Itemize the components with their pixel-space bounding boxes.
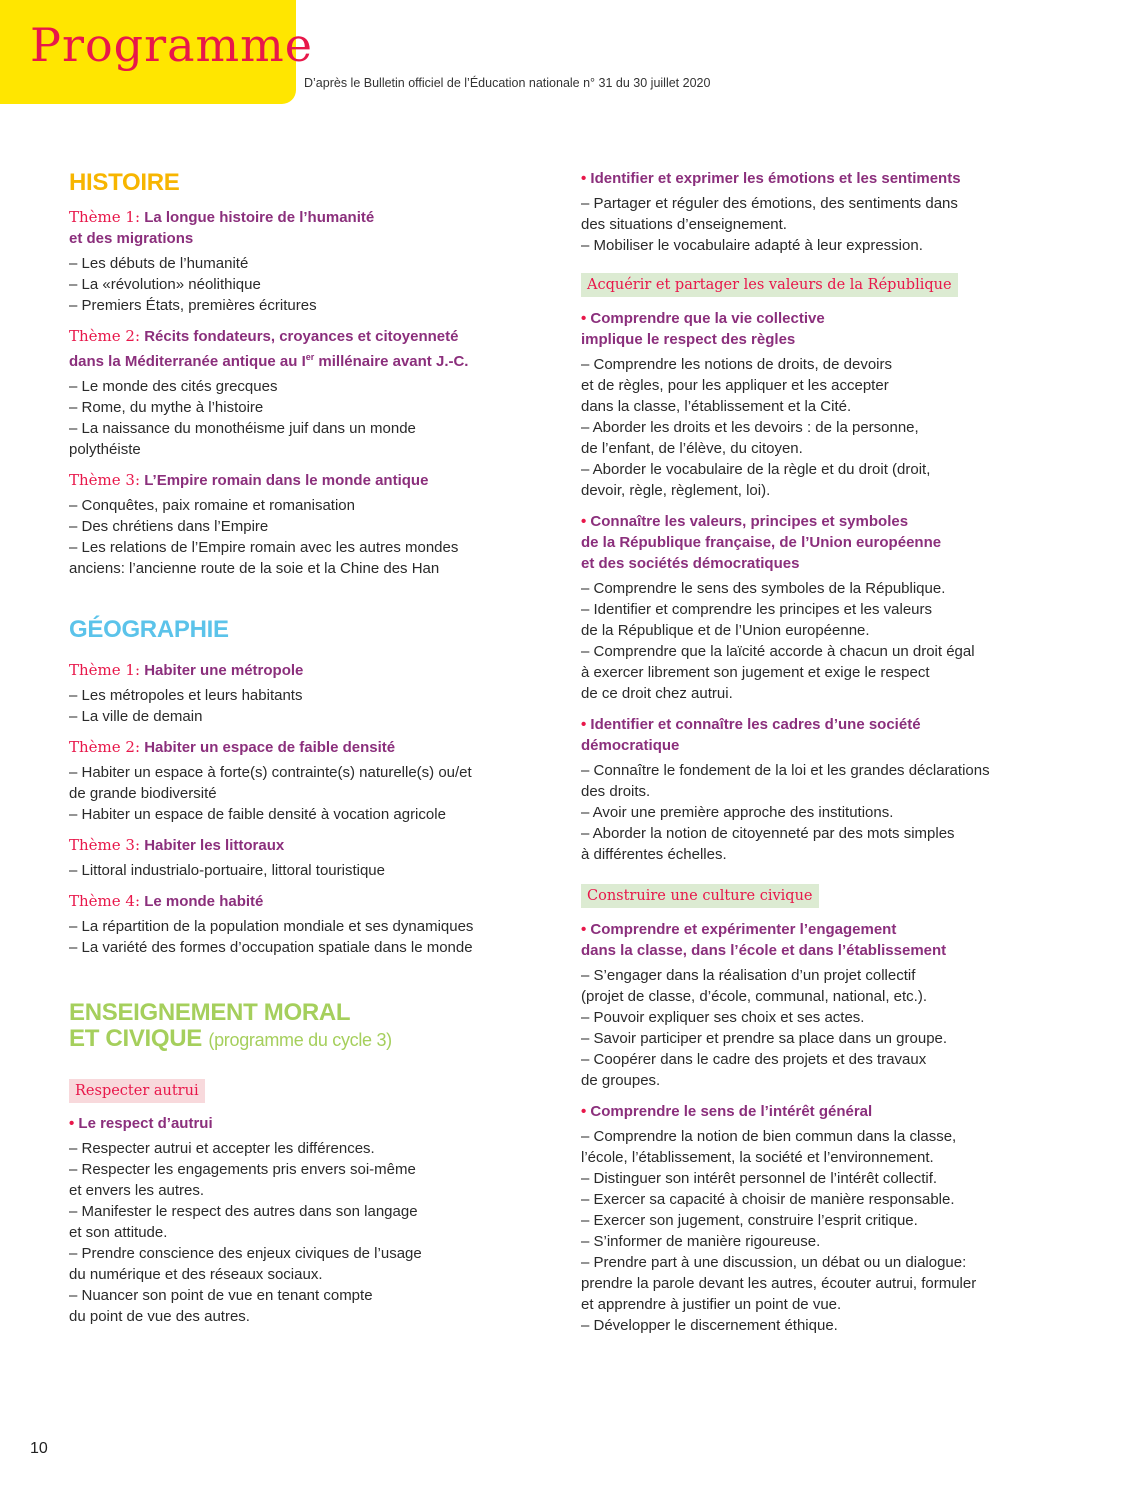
bullet-dot: • — [581, 170, 591, 187]
block-title: Identifier et exprimer les émotions et les sentiments — [590, 170, 961, 187]
list-item: – Savoir participer et prendre sa place dans un groupe. — [581, 1030, 948, 1047]
bullet-dot: • — [69, 1114, 79, 1132]
list-item: – Exercer son jugement, construire l’esprit critique. — [581, 1212, 918, 1229]
page-number: 10 — [30, 1440, 48, 1457]
list-item: – Identifier et comprendre les principes et les valeurs de la République et de l’Union européenne. — [581, 601, 933, 639]
list-item: – Partager et réguler des émotions, des sentiments dans des situations d’enseignement. — [581, 195, 958, 233]
emc-section-valeurs — [581, 273, 1041, 865]
left-column — [69, 170, 539, 1327]
theme-items — [69, 376, 539, 460]
list-item: – Comprendre le sens des symboles de la République. — [581, 580, 946, 597]
list-item: – Pouvoir expliquer ses choix et ses actes. — [581, 1009, 865, 1026]
block-items — [581, 760, 1041, 865]
list-item: – La ville de demain — [69, 708, 203, 726]
theme-items — [69, 860, 539, 881]
list-item: – Comprendre la notion de bien commun dans la classe, l’école, l’établissement, la société et l’environnement. — [581, 1128, 957, 1166]
section-band: Construire une culture civique — [581, 884, 819, 908]
list-item: – Distinguer son intérêt personnel de l’intérêt collectif. — [581, 1170, 938, 1187]
list-item: – Des chrétiens dans l’Empire — [69, 518, 269, 536]
theme-title: Habiter un espace de faible densité — [144, 739, 396, 757]
theme-number: Thème 2: — [69, 327, 141, 346]
geo-theme-1 — [69, 660, 539, 727]
block-items — [581, 354, 1041, 501]
histoire-theme-3 — [69, 470, 539, 579]
block-title: Le respect d’autrui — [78, 1114, 213, 1132]
theme-items — [69, 253, 539, 316]
theme-title: L’Empire romain dans le monde antique — [144, 472, 429, 490]
list-item: – Comprendre que la laïcité accorde à chacun un droit égal à exercer librement son jugement et exige le respect de ce droit chez autrui. — [581, 643, 975, 702]
list-item: – Respecter autrui et accepter les différences. — [69, 1139, 375, 1157]
right-column — [581, 168, 1041, 1336]
list-item: – Rome, du mythe à l’histoire — [69, 399, 264, 417]
emc-heading-sub: (programme du cycle 3) — [208, 1029, 392, 1050]
list-item: – La variété des formes d’occupation spatiale dans le monde — [69, 939, 473, 957]
theme-title: La longue histoire de l’humanité et des migrations — [69, 209, 375, 248]
theme-title-sup: er — [305, 352, 315, 363]
geo-theme-4 — [69, 891, 539, 958]
theme-title: Habiter les littoraux — [144, 837, 285, 855]
block-items — [581, 193, 1041, 256]
block-title: Identifier et connaître les cadres d’une société démocratique — [581, 716, 921, 754]
emc-heading — [69, 1000, 539, 1050]
emc-section-respecter — [69, 1079, 539, 1327]
histoire-heading: HISTOIRE — [69, 169, 180, 196]
list-item: – Comprendre les notions de droits, de devoirs et de règles, pour les appliquer et les accepter dans la classe, l’établissement et la Cité. — [581, 356, 893, 415]
block-title: Comprendre le sens de l’intérêt général — [590, 1103, 873, 1120]
header-tab — [0, 0, 313, 104]
geo-theme-3 — [69, 835, 539, 881]
list-item: – Coopérer dans le cadre des projets et des travaux de groupes. — [581, 1051, 927, 1089]
theme-items — [69, 495, 539, 579]
page-title: Programme — [30, 18, 313, 72]
block-items — [581, 965, 1041, 1091]
theme-number: Thème 1: — [69, 208, 141, 227]
theme-number: Thème 3: — [69, 471, 141, 490]
theme-number: Thème 2: — [69, 738, 141, 757]
list-item: – Prendre part à une discussion, un débat ou un dialogue: prendre la parole devant les autres, écouter autrui, formuler et apprendre à justifier un point de vue. — [581, 1254, 977, 1313]
theme-title: Récits fondateurs, croyances et citoyenneté dans la Méditerranée antique au I — [69, 328, 459, 371]
emc-heading-line1: ENSEIGNEMENT MORAL — [69, 999, 351, 1027]
list-item: – Les débuts de l’humanité — [69, 255, 249, 273]
histoire-theme-2 — [69, 326, 539, 460]
geographie-heading: GÉOGRAPHIE — [69, 616, 229, 644]
list-item: – Habiter un espace de faible densité à vocation agricole — [69, 806, 446, 824]
theme-number: Thème 3: — [69, 836, 141, 855]
bullet-dot: • — [581, 716, 591, 733]
theme-title: Habiter une métropole — [144, 662, 304, 680]
theme-items — [69, 685, 539, 727]
histoire-theme-1 — [69, 207, 539, 316]
theme-title-end: millénaire avant J.-C. — [314, 353, 469, 371]
list-item: – Exercer sa capacité à choisir de manière responsable. — [581, 1191, 955, 1208]
list-item: – Les relations de l’Empire romain avec les autres mondes anciens: l’ancienne route de la soie et la Chine des Han — [69, 539, 459, 578]
list-item: – Connaître le fondement de la loi et les grandes déclarations des droits. — [581, 762, 990, 800]
block-title: Comprendre que la vie collective implique le respect des règles — [581, 310, 825, 348]
list-item: – Prendre conscience des enjeux civiques de l’usage du numérique et des réseaux sociaux. — [69, 1244, 422, 1283]
block-items — [69, 1138, 539, 1327]
source-note: D’après le Bulletin officiel de l’Éducation nationale n° 31 du 30 juillet 2020 — [304, 76, 711, 90]
list-item: – Développer le discernement éthique. — [581, 1317, 838, 1334]
list-item: – Manifester le respect des autres dans son langage et son attitude. — [69, 1202, 418, 1241]
list-item: – Mobiliser le vocabulaire adapté à leur expression. — [581, 237, 923, 254]
theme-number: Thème 1: — [69, 661, 141, 680]
bullet-dot: • — [581, 921, 591, 938]
list-item: – Aborder le vocabulaire de la règle et du droit (droit, devoir, règle, règlement, loi). — [581, 461, 931, 499]
list-item: – Aborder les droits et les devoirs : de la personne, de l’enfant, de l’élève, du citoyen. — [581, 419, 919, 457]
list-item: – Aborder la notion de citoyenneté par des mots simples à différentes échelles. — [581, 825, 955, 863]
list-item: – La répartition de la population mondiale et ses dynamiques — [69, 918, 474, 936]
list-item: – S’engager dans la réalisation d’un projet collectif (projet de classe, d’école, communal, national, etc.). — [581, 967, 928, 1005]
list-item: – Nuancer son point de vue en tenant compte du point de vue des autres. — [69, 1286, 373, 1325]
block-title: Comprendre et expérimenter l’engagement dans la classe, dans l’école et dans l’établissement — [581, 921, 947, 959]
section-band: Respecter autrui — [69, 1079, 205, 1103]
theme-items — [69, 916, 539, 958]
theme-number: Thème 4: — [69, 892, 141, 911]
block-title: Connaître les valeurs, principes et symboles de la République française, de l’Union européenne et des sociétés démocratiques — [581, 513, 942, 572]
list-item: – La «révolution» néolithique — [69, 276, 261, 294]
list-item: – Premiers États, premières écritures — [69, 297, 317, 315]
bullet-dot: • — [581, 1103, 591, 1120]
bullet-dot: • — [581, 513, 591, 530]
list-item: – Les métropoles et leurs habitants — [69, 687, 303, 705]
list-item: – S’informer de manière rigoureuse. — [581, 1233, 821, 1250]
theme-title: Le monde habité — [144, 893, 264, 911]
list-item: – La naissance du monothéisme juif dans un monde polythéiste — [69, 420, 416, 459]
bullet-dot: • — [581, 310, 591, 327]
list-item: – Respecter les engagements pris envers soi-même et envers les autres. — [69, 1160, 416, 1199]
list-item: – Le monde des cités grecques — [69, 378, 278, 396]
theme-items — [69, 762, 539, 825]
block-items — [581, 578, 1041, 704]
emc-heading-line2: ET CIVIQUE — [69, 1024, 203, 1052]
list-item: – Habiter un espace à forte(s) contrainte(s) naturelle(s) ou/et de grande biodiversité — [69, 764, 472, 803]
list-item: – Avoir une première approche des institutions. — [581, 804, 894, 821]
block-emotions — [581, 168, 1041, 256]
list-item: – Conquêtes, paix romaine et romanisation — [69, 497, 355, 515]
geo-theme-2 — [69, 737, 539, 825]
list-item: – Littoral industrialo-portuaire, littoral touristique — [69, 862, 385, 880]
emc-section-culture — [581, 884, 1041, 1336]
section-band: Acquérir et partager les valeurs de la République — [581, 273, 958, 297]
block-items — [581, 1126, 1041, 1336]
